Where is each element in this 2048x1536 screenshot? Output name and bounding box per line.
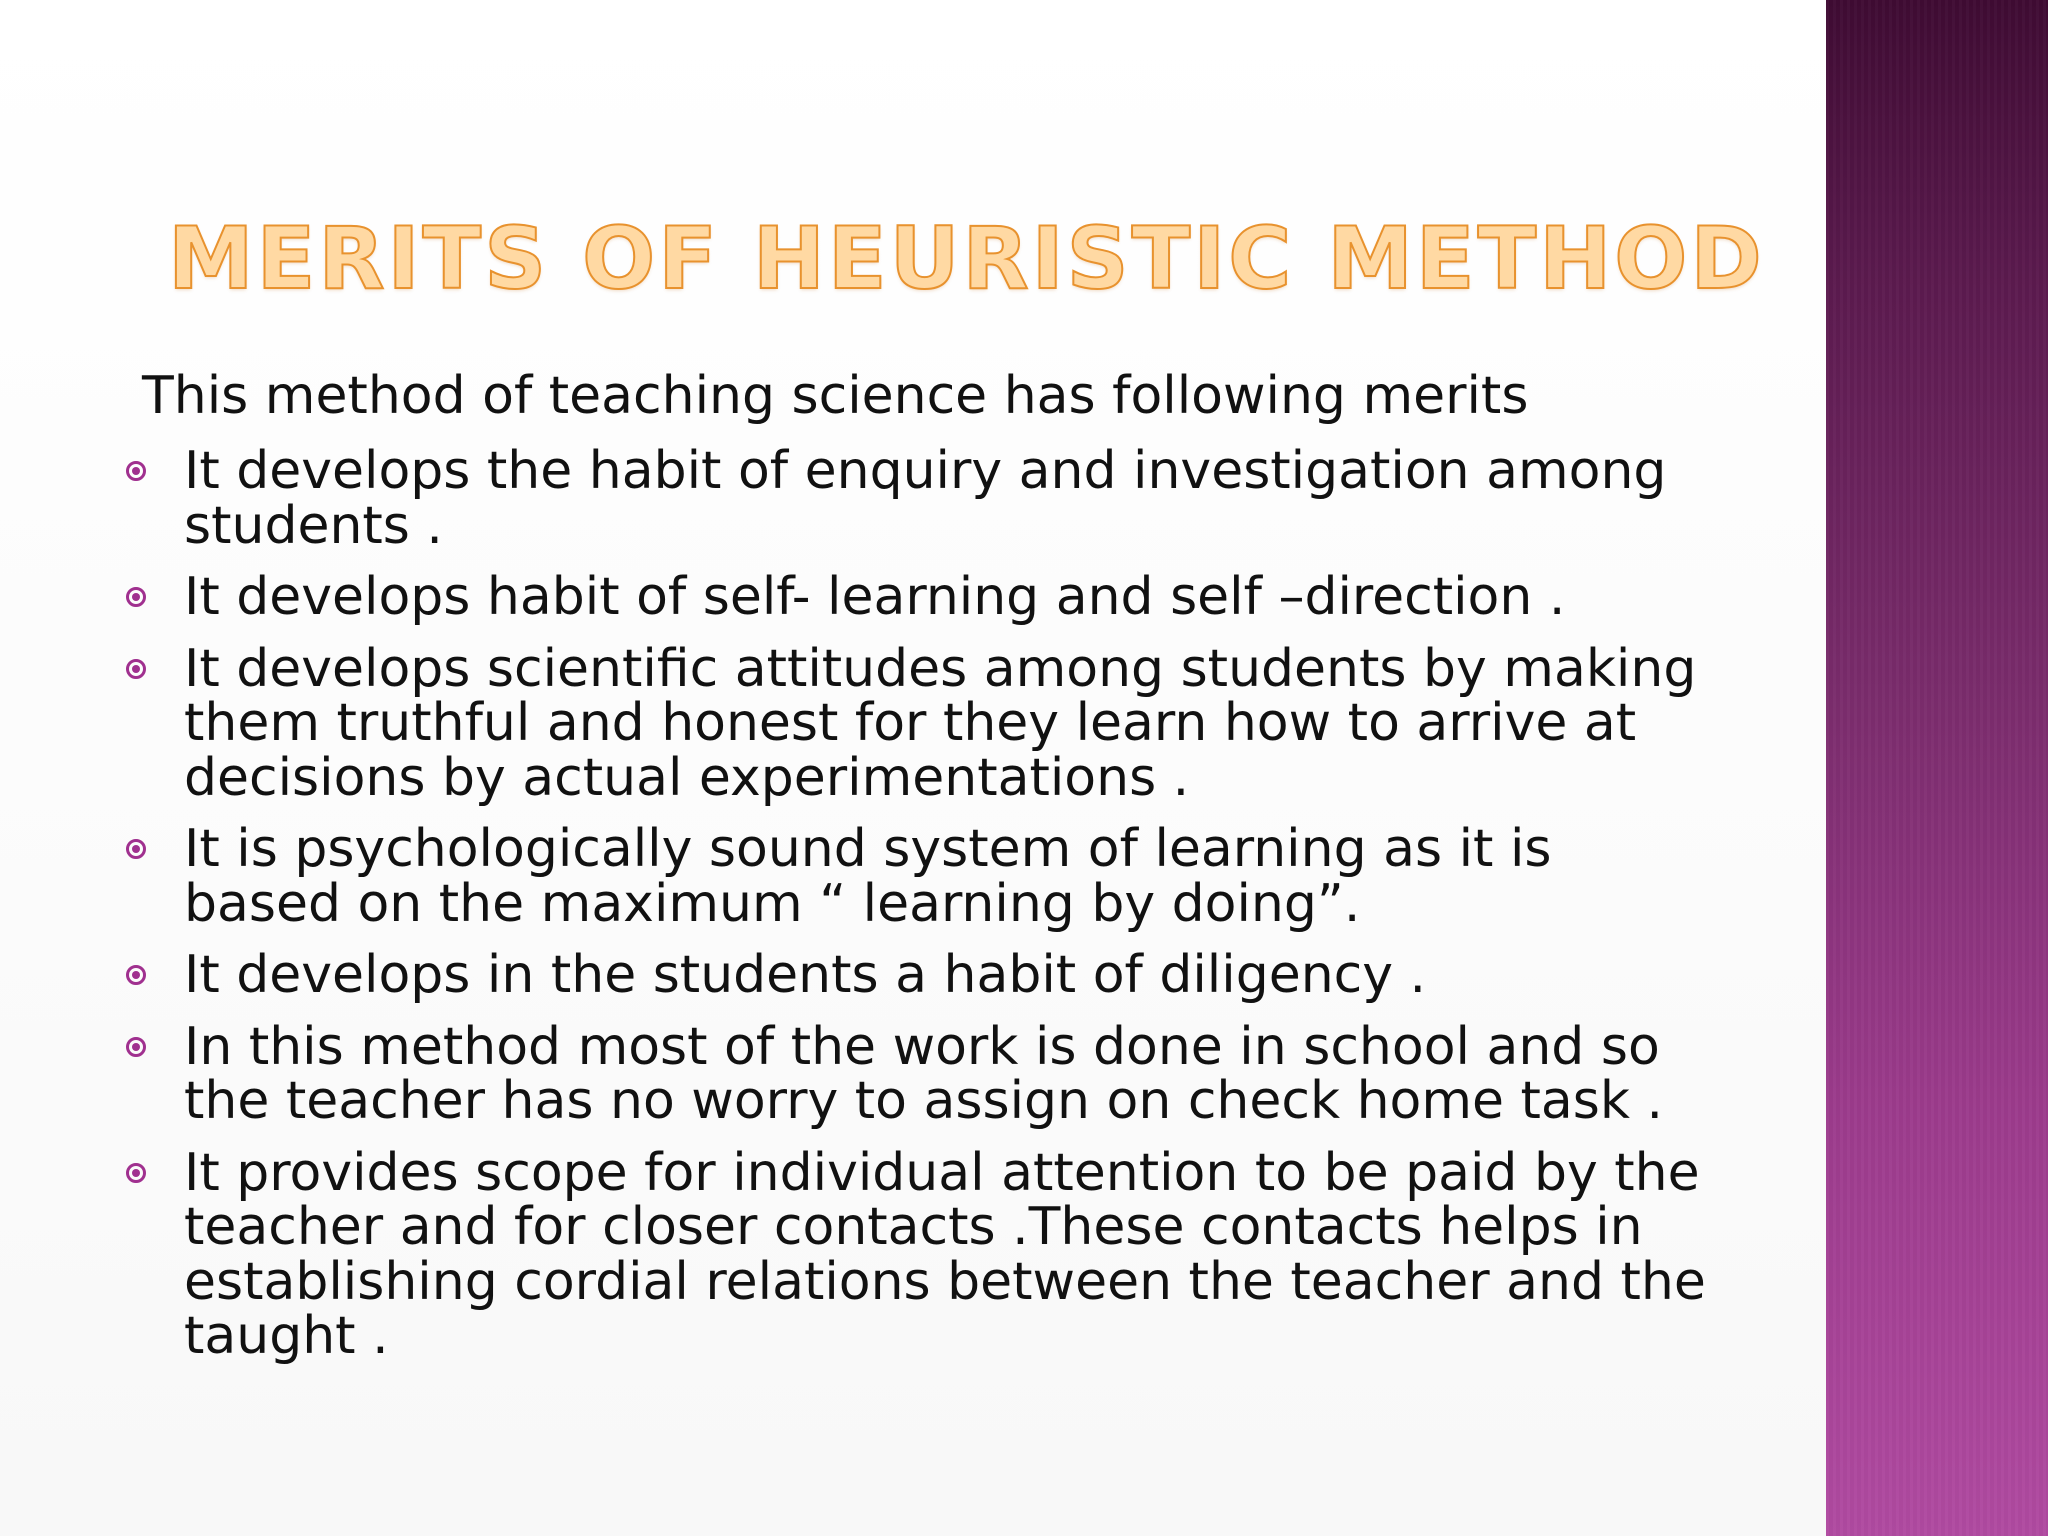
list-item xyxy=(122,1142,1722,1366)
list-item xyxy=(122,1016,1722,1131)
circled-dot-bullet-icon xyxy=(126,1037,146,1057)
circled-dot-bullet-icon xyxy=(126,461,146,481)
circled-dot-bullet-icon xyxy=(126,659,146,679)
list-item xyxy=(122,567,1722,627)
merit-text: In this method most of the work is done in school and so the teacher has no worry to assign on check home task . xyxy=(184,1016,1664,1131)
merits-list xyxy=(122,441,1722,1381)
merit-text: It develops the habit of enquiry and investigation among students . xyxy=(184,441,1667,556)
merit-text: It develops habit of self- learning and self –direction . xyxy=(184,567,1566,627)
merit-text: It develops in the students a habit of diligency . xyxy=(184,945,1427,1005)
circled-dot-bullet-icon xyxy=(126,1163,146,1183)
intro-text: This method of teaching science has following merits xyxy=(142,366,1529,426)
circled-dot-bullet-icon xyxy=(126,839,146,859)
list-item xyxy=(122,945,1722,1005)
slide-title: MERITS OF HEURISTIC METHOD xyxy=(168,209,1765,309)
merit-text: It develops scientific attitudes among students by making them truthful and honest for they learn how to arrive at decisions by actual experimentations . xyxy=(184,638,1697,808)
merit-text: It provides scope for individual attention to be paid by the teacher and for closer contacts .These contacts helps in establishing cordial relations between the teacher and the taught . xyxy=(184,1142,1706,1366)
list-item xyxy=(122,441,1722,556)
circled-dot-bullet-icon xyxy=(126,587,146,607)
decorative-side-band xyxy=(1826,0,2048,1536)
list-item xyxy=(122,819,1722,934)
circled-dot-bullet-icon xyxy=(126,965,146,985)
merit-text: It is psychologically sound system of learning as it is based on the maximum “ learning by doing”. xyxy=(184,819,1552,934)
list-item xyxy=(122,638,1722,808)
